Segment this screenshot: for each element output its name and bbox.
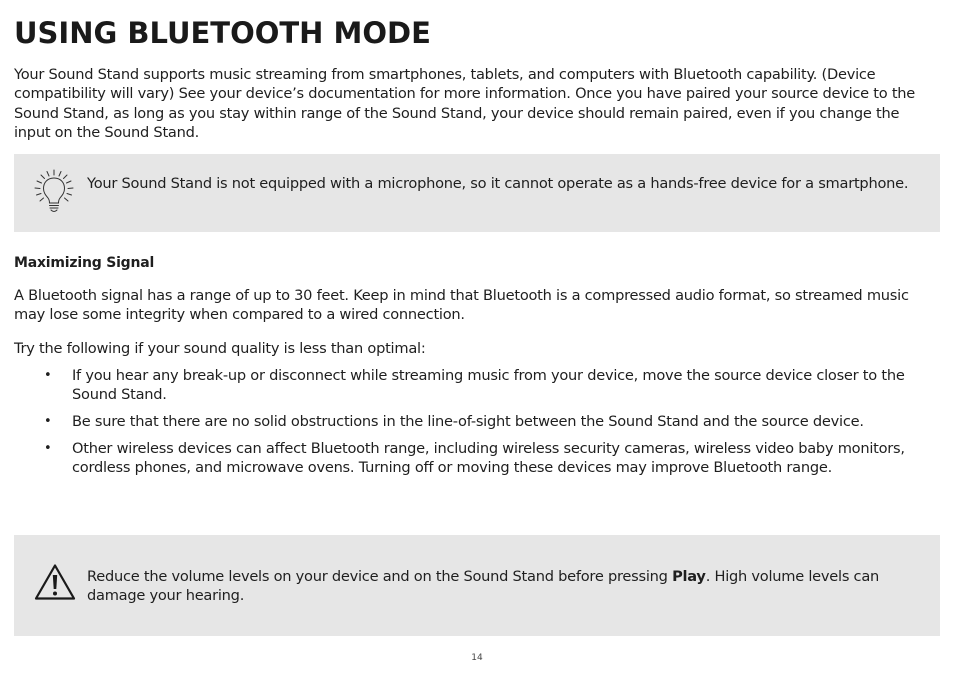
bullet-marker: • (44, 414, 52, 429)
section-heading: Maximizing Signal (14, 255, 155, 271)
bullet-marker: • (44, 441, 52, 456)
warning-box (14, 535, 940, 636)
list-item-text: Be sure that there are no solid obstructions in the line-of-sight between the Sound Stand and the source device. (72, 413, 864, 430)
list-intro: Try the following if your sound quality is less than optimal: (14, 340, 426, 357)
note-box (14, 154, 940, 232)
list-item (14, 439, 938, 477)
lightbulb-icon (32, 168, 76, 214)
list-item-text: If you hear any break-up or disconnect while streaming music from your device, move the source device closer to the Sound Stand. (72, 367, 905, 403)
list-item (14, 366, 938, 404)
warning-text-after: . High volume levels can damage your hearing. (87, 568, 880, 605)
page-title: USING BLUETOOTH MODE (14, 16, 431, 50)
warning-text-before: Reduce the volume levels on your device and on the Sound Stand before pressing (87, 568, 673, 585)
warning-icon (34, 563, 76, 601)
bullet-marker: • (44, 368, 52, 383)
list-item-text: Other wireless devices can affect Bluetooth range, including wireless security cameras, wireless video baby monitors, cordless phones, and microwave ovens. Turning off or moving these devices may improve Bluetooth range. (72, 440, 905, 476)
warning-text-bold: Play (672, 568, 706, 585)
warning-text (87, 567, 923, 606)
page-number: 14 (471, 653, 483, 663)
signal-paragraph: A Bluetooth signal has a range of up to 30 feet. Keep in mind that Bluetooth is a compressed audio format, so streamed music may lose some integrity when compared to a wired connection. (14, 287, 909, 324)
note-text: Your Sound Stand is not equipped with a microphone, so it cannot operate as a hands-free device for a smartphone. (87, 175, 909, 192)
intro-paragraph: Your Sound Stand supports music streaming from smartphones, tablets, and computers with Bluetooth capability. (Device compatibility will vary) See your device’s documentation for more information. Once you have paired your source device to the Sound Stand, as long as you stay within range of the Sound Stand, your device should remain paired, even if you change the input on the Sound Stand. (14, 66, 916, 142)
tips-list (14, 366, 938, 485)
list-item (14, 412, 938, 431)
